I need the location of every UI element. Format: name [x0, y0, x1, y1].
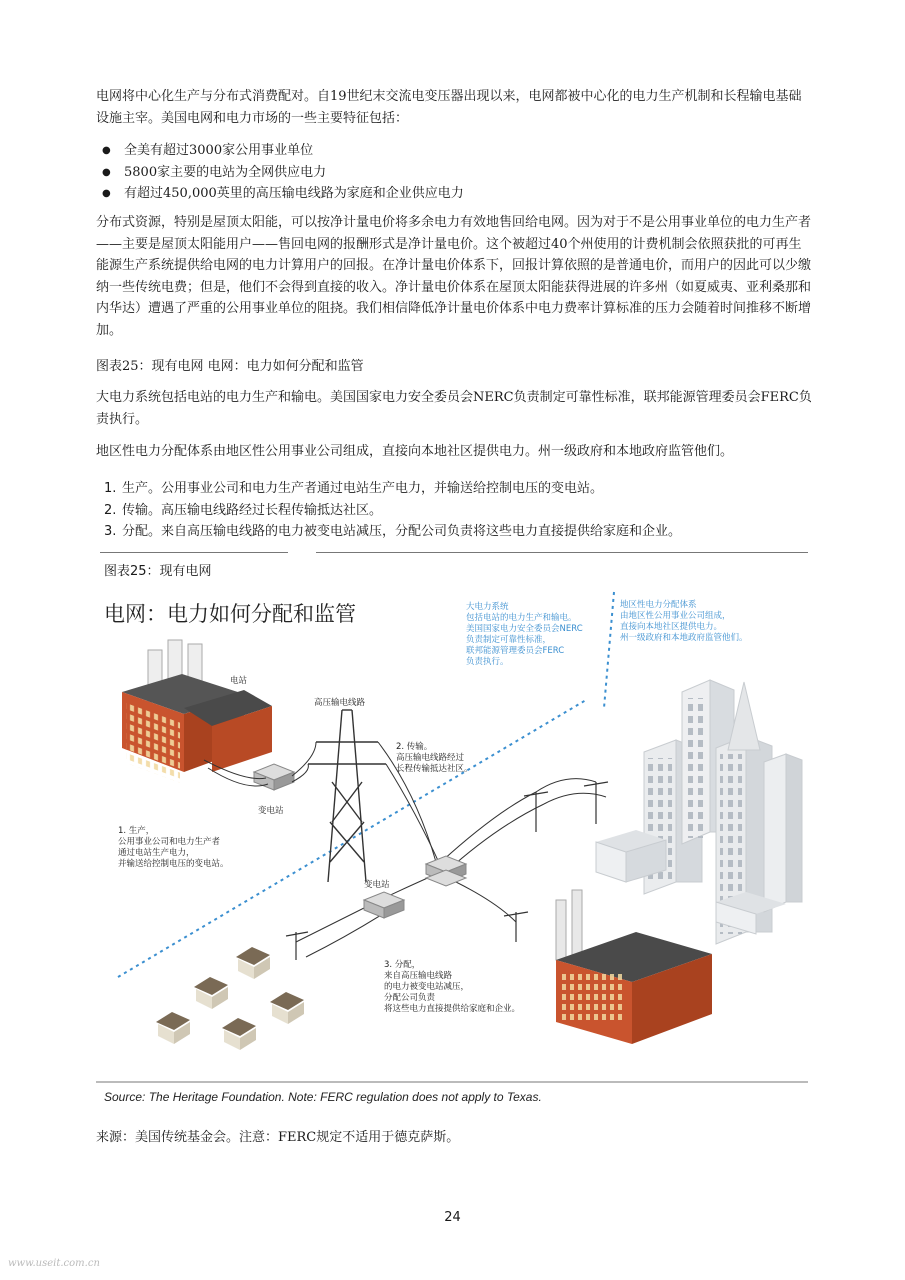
note-line: 的电力被变电站减压，	[384, 982, 470, 992]
note-line: 分配公司负责	[384, 993, 436, 1003]
step-text: 生产。公用事业公司和电力生产者通过电站生产电力，并输送给控制电压的变电站。	[122, 481, 604, 496]
note-line: 负责执行。	[466, 657, 509, 667]
watermark: www.useit.com.cn	[8, 1258, 100, 1269]
figure-source-english: Source: The Heritage Foundation. Note: FERC regulation does not apply to Texas.	[104, 1090, 542, 1104]
step-text: 分配。来自高压输电线路的电力被变电站减压，分配公司负责将这些电力直接提供给家庭和企业。	[122, 524, 682, 539]
step2-note	[396, 742, 473, 775]
note-line: 州一级政府和本地政府监管他们。	[620, 633, 748, 643]
list-item	[104, 521, 681, 543]
figure-caption: 图表25：现有电网 电网：电力如何分配和监管	[96, 359, 364, 374]
note-line: 并输送给控制电压的变电站。	[118, 859, 229, 869]
house-icons	[156, 947, 304, 1050]
figure-title: 电网：电力如何分配和监管	[104, 602, 356, 626]
list-item: ● 5800家主要的电站为全网供应电力	[102, 162, 464, 184]
step-text: 传输。高压输电线路经过长程传输抵达社区。	[122, 502, 383, 518]
transmission-tower-icon	[308, 710, 386, 882]
note-line: 地区性电力分配体系	[620, 600, 697, 610]
note-line: 美国国家电力安全委员会NERC	[466, 624, 583, 634]
factory-icon	[556, 890, 712, 1044]
list-item: ● 全美有超过3000家公用事业单位	[102, 140, 464, 162]
substation-label: 变电站	[364, 880, 390, 890]
feature-list	[102, 140, 464, 205]
transmission-lines-label: 高压输电线路	[314, 698, 366, 708]
local-system-paragraph: 地区性电力分配体系由地区性公用事业公司组成，直接向本地社区提供电力。州一级政府和本地政府监管他们。	[96, 444, 734, 459]
note-line: 联邦能源管理委员会FERC	[466, 646, 565, 656]
note-line: 高压输电线路经过	[396, 753, 465, 763]
bulk-system-paragraph: 大电力系统包括电站的电力生产和输电。美国国家电力安全委员会NERC负责制定可靠性标准，联邦能源管理委员会FERC负责执行。	[96, 390, 812, 427]
figure-source-chinese: 来源：美国传统基金会。注意：FERC规定不适用于德克萨斯。	[96, 1130, 460, 1145]
note-line: 将这些电力直接提供给家庭和企业。	[384, 1004, 521, 1014]
step-number: 1.	[104, 481, 117, 496]
note-line: 来自高压输电线路	[384, 971, 453, 981]
city-buildings-icon	[596, 680, 802, 944]
note-line: 直接向本地社区提供电力。	[620, 622, 723, 632]
step-number: 3.	[104, 524, 117, 539]
step3-note	[384, 960, 520, 1015]
intro-paragraph: 电网将中心化生产与分布式消费配对。自19世纪末交流电变压器出现以来，电网都被中心化的电力生产机制和长程输电基础设施主宰。美国电网和电力市场的一些主要特征包括：	[96, 89, 802, 126]
substation-icon	[364, 892, 404, 918]
figure-top-rule-left	[100, 552, 288, 553]
substation-label: 变电站	[258, 806, 284, 816]
local-system-note	[620, 600, 748, 644]
note-line: 公用事业公司和电力生产者	[118, 837, 221, 847]
power-plant-label: 电站	[230, 676, 248, 686]
note-line: 3. 分配，	[384, 960, 421, 970]
note-line: 通过电站生产电力，	[118, 848, 195, 858]
bulk-system-note	[466, 602, 583, 668]
list-item	[104, 478, 681, 500]
steps-list	[104, 478, 681, 543]
note-line: 由地区性公用事业公司组成，	[620, 611, 731, 621]
step-number: 2.	[104, 502, 117, 518]
note-line: 包括电站的电力生产和输电。	[466, 613, 577, 623]
list-item	[104, 500, 681, 522]
figure-top-rule-right	[316, 552, 808, 553]
power-plant-icon	[122, 640, 272, 783]
note-line: 负责制定可靠性标准，	[466, 635, 552, 645]
local-boundary-line	[604, 592, 614, 708]
note-line: 2. 传输。	[396, 742, 433, 752]
page-number: 24	[444, 1210, 461, 1225]
figure-label: 图表25：现有电网	[104, 564, 212, 579]
list-item: ● 有超过450,000英里的高压输电线路为家庭和企业供应电力	[102, 183, 464, 205]
note-line: 长程传输抵达社区。	[396, 764, 473, 774]
note-line: 大电力系统	[466, 602, 509, 612]
distributed-paragraph: 分布式资源，特别是屋顶太阳能，可以按净计量电价将多余电力有效地售回给电网。因为对于不是公用事业单位的电力生产者——主要是屋顶太阳能用户——售回电网的报酬形式是净计量电价。这个被超过40个州使用的计费机制会依照获批的可再生能源生产系统提供给电网的电力计算用户的回报。在净计量电价体系下，回报计算依照的是普通电价，而用户的因此可以少缴纳一些传统电费；但是，他们不会得到直接的收入。净计量电价体系在屋顶太阳能获得进展的许多州（如夏威夷、亚利桑那和内华达）遭遇了严重的公用事业单位的阻挠。我们相信降低净计量电价体系中电力费率计算标准的压力会随着时间推移不断增加。	[96, 215, 812, 338]
note-line: 1. 生产，	[118, 826, 155, 836]
step1-note	[118, 826, 229, 870]
